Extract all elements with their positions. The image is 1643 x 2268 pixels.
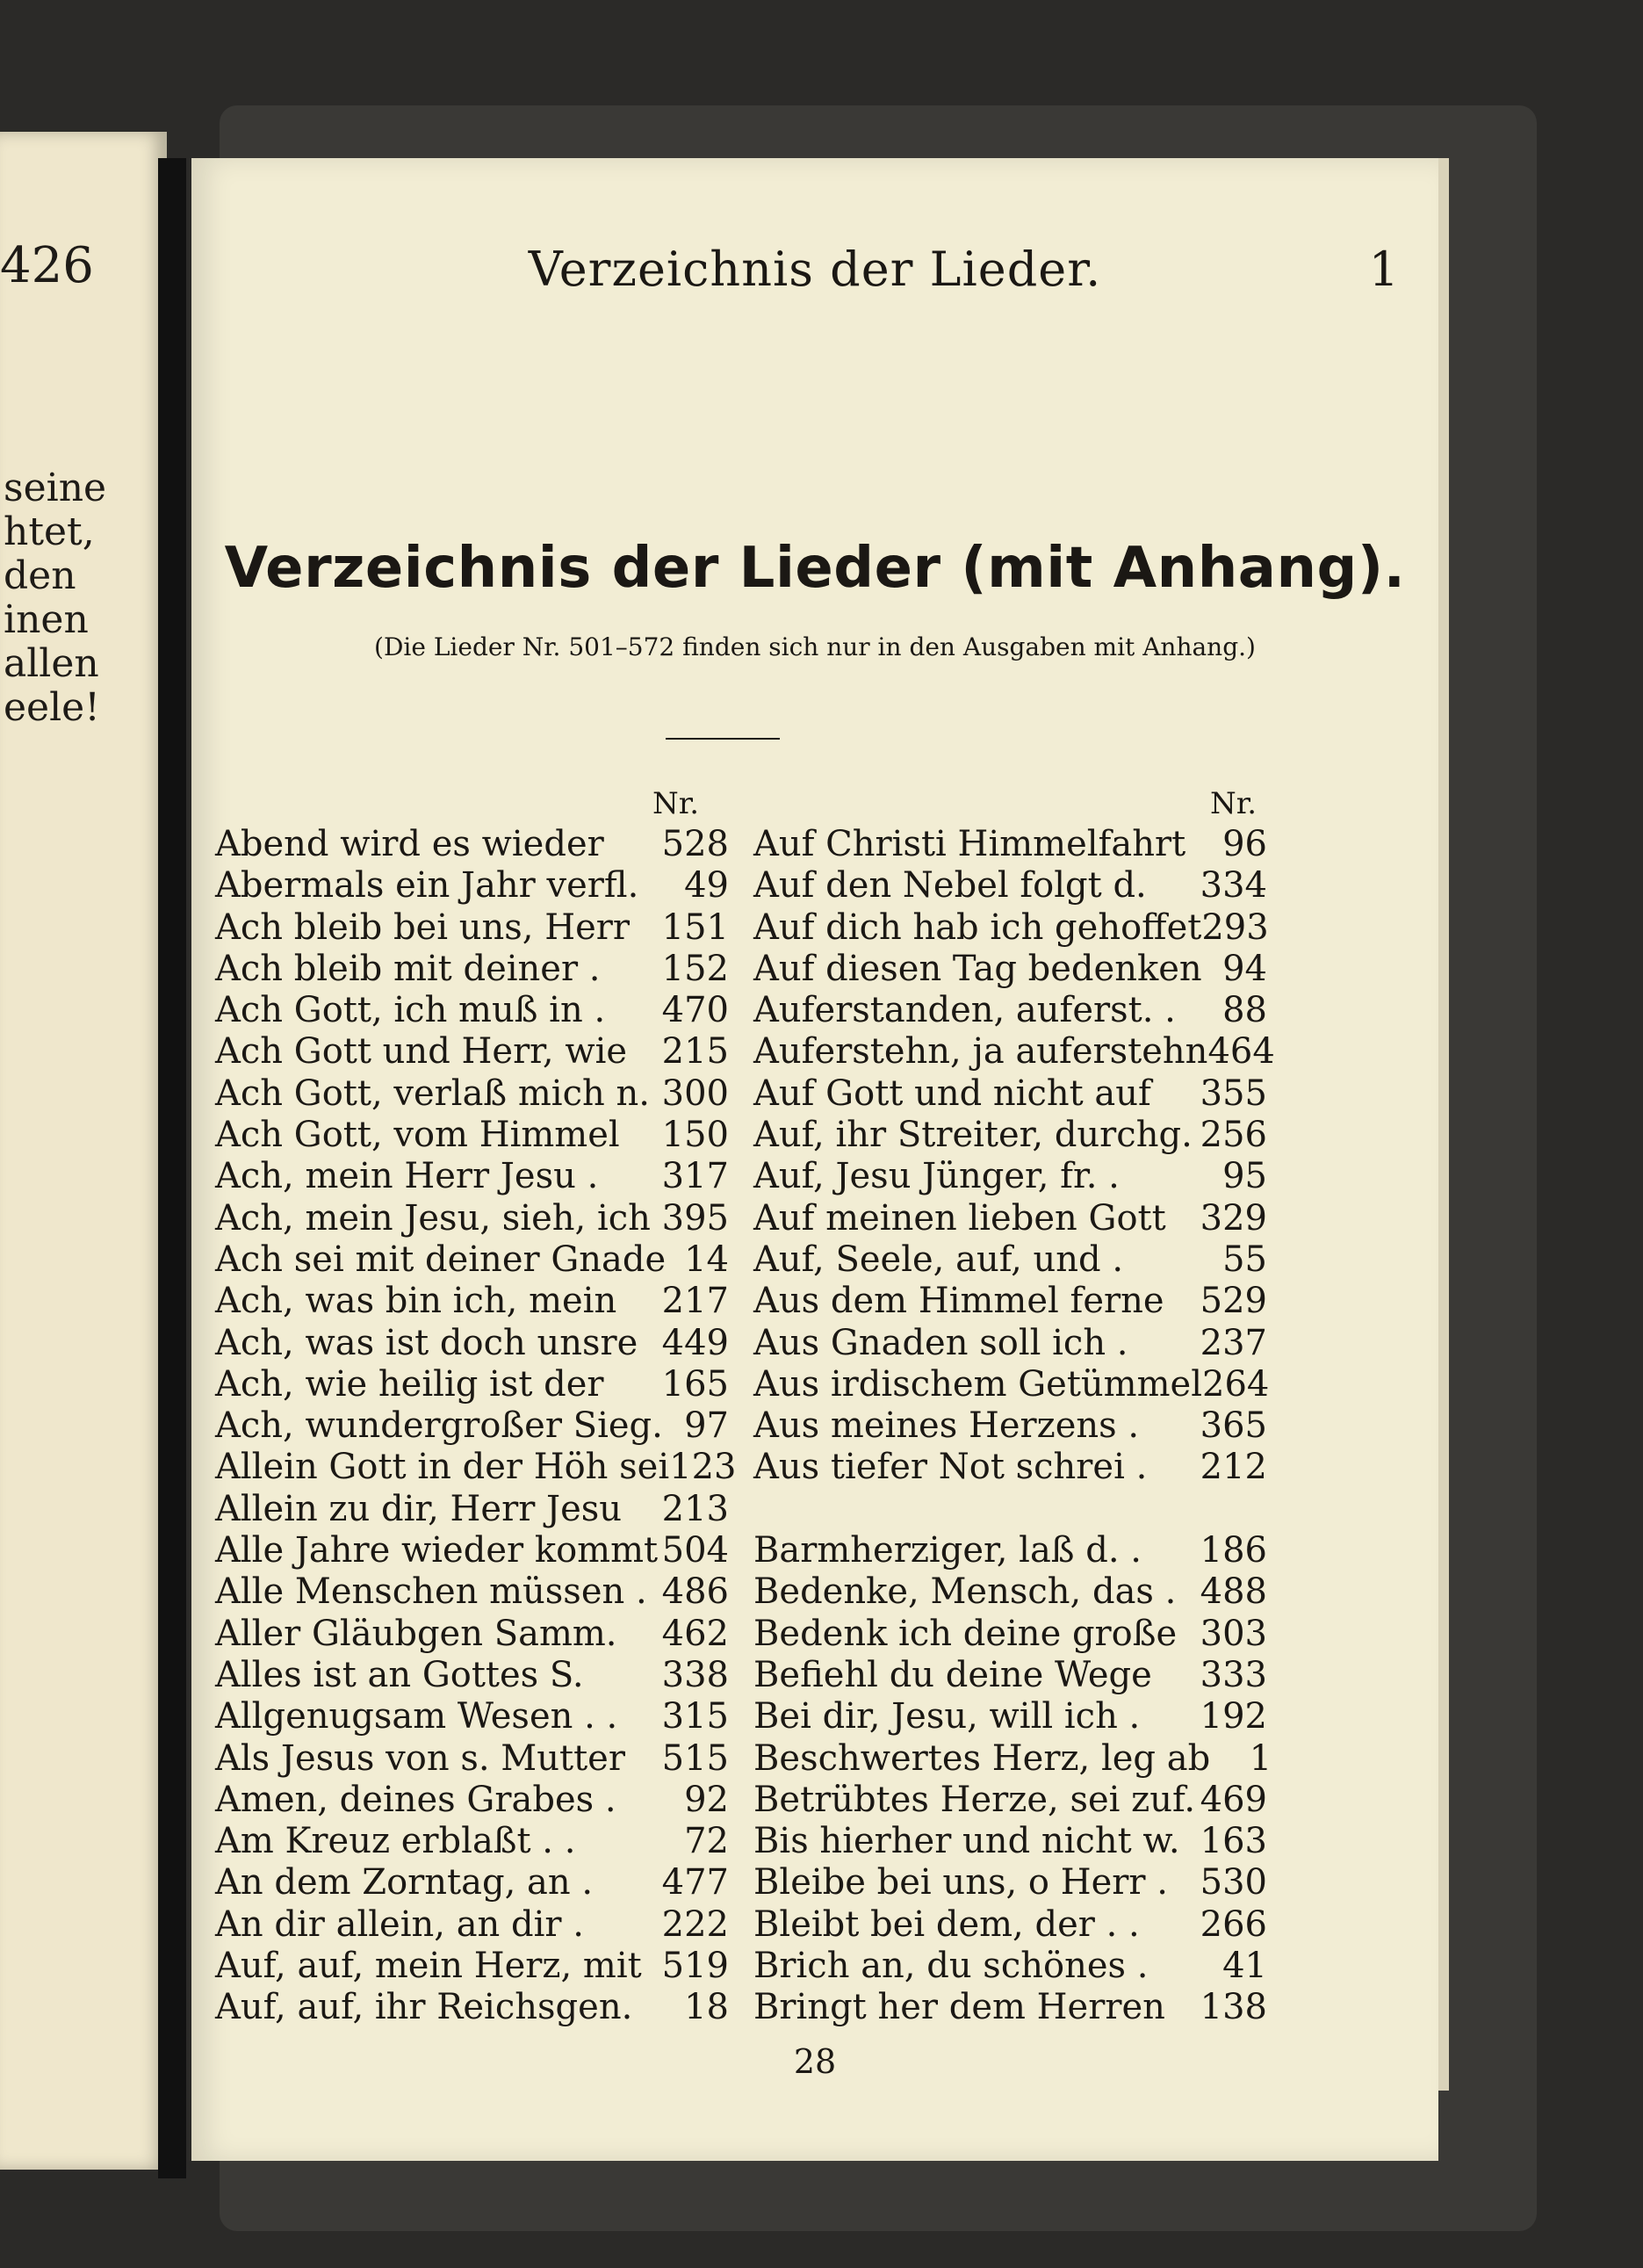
hymn-number: 138 xyxy=(1200,1987,1267,2028)
hymn-title: Als Jesus von s. Mutter xyxy=(215,1737,625,1779)
hymn-number: 72 xyxy=(684,1821,729,1862)
hymn-title: Allein Gott in der Höh sei xyxy=(215,1447,670,1488)
left-page-line: den xyxy=(4,553,76,598)
hymn-title: An dem Zorntag, an . xyxy=(215,1862,594,1903)
index-entry xyxy=(215,1614,729,1655)
hymn-title: Ach bleib mit deiner . xyxy=(215,948,601,989)
hymn-number: 329 xyxy=(1200,1197,1267,1239)
index-entry xyxy=(215,824,729,865)
hymn-title: Aus meines Herzens . xyxy=(753,1405,1140,1447)
index-entry xyxy=(215,1364,729,1405)
hymn-number: 212 xyxy=(1200,1447,1267,1488)
index-entry xyxy=(753,1655,1267,1696)
hymn-title: Ach, was ist doch unsre xyxy=(215,1322,638,1363)
hymn-number: 88 xyxy=(1222,990,1267,1031)
index-entry xyxy=(215,1780,729,1821)
index-entry xyxy=(753,1198,1267,1239)
page-number: 1 xyxy=(1368,242,1399,297)
hymn-number: 96 xyxy=(1222,824,1267,864)
index-entry xyxy=(215,1987,729,2028)
hymn-number: 462 xyxy=(661,1613,729,1654)
index-entry xyxy=(215,1489,729,1530)
hymn-title: Aus dem Himmel ferne xyxy=(753,1281,1164,1322)
hymn-number: 163 xyxy=(1200,1821,1267,1862)
column-header-nr: Nr. xyxy=(1210,786,1257,821)
hymn-title: Auf, Jesu Jünger, fr. . xyxy=(753,1156,1120,1197)
index-entry xyxy=(215,1073,729,1115)
hymn-title: Ach, was bin ich, mein xyxy=(215,1281,617,1322)
hymn-title: Bedenke, Mensch, das . xyxy=(753,1571,1177,1613)
hymn-number: 94 xyxy=(1222,948,1267,989)
hymn-number: 488 xyxy=(1200,1571,1267,1613)
hymn-title: Ach, wundergroßer Sieg. xyxy=(215,1405,663,1447)
hymn-title: Ach Gott, verlaß mich n. xyxy=(215,1073,650,1114)
hymn-title: Bleibt bei dem, der . . xyxy=(753,1903,1140,1945)
hymn-number: 464 xyxy=(1207,1031,1275,1073)
index-entry xyxy=(753,907,1267,949)
hymn-number: 470 xyxy=(661,990,729,1031)
hymn-number: 18 xyxy=(684,1987,729,2028)
index-entry xyxy=(753,1239,1267,1281)
index-entry xyxy=(215,1904,729,1946)
hymn-title: Ach Gott, vom Himmel xyxy=(215,1115,620,1156)
index-entry xyxy=(215,1862,729,1903)
index-entry xyxy=(215,1738,729,1780)
index-page xyxy=(191,158,1438,2161)
index-entry xyxy=(753,1115,1267,1156)
hymn-number: 528 xyxy=(661,824,729,864)
hymn-title: Auf, auf, ihr Reichsgen. xyxy=(215,1987,633,2028)
left-page-line: eele! xyxy=(4,685,100,730)
left-page-line: inen xyxy=(4,597,89,642)
hymn-number: 152 xyxy=(661,948,729,989)
index-entry xyxy=(753,1405,1267,1447)
hymn-title: Ach, wie heilig ist der xyxy=(215,1363,604,1405)
hymn-title: Auf Christi Himmelfahrt xyxy=(753,824,1186,864)
index-entry xyxy=(753,1946,1267,1987)
hymn-title: Auferstanden, auferst. . xyxy=(753,990,1176,1031)
hymn-number: 504 xyxy=(661,1530,729,1571)
hymn-number: 477 xyxy=(661,1862,729,1903)
hymn-number: 315 xyxy=(661,1696,729,1737)
hymn-number: 95 xyxy=(1222,1156,1267,1197)
hymn-title: Allgenugsam Wesen . . xyxy=(215,1696,618,1737)
hymn-title: Ach, mein Jesu, sieh, ich xyxy=(215,1197,651,1239)
index-entry xyxy=(753,1571,1267,1613)
index-entry xyxy=(753,1363,1270,1405)
hymn-number: 303 xyxy=(1200,1613,1267,1654)
hymn-number: 237 xyxy=(1200,1322,1267,1363)
index-entry xyxy=(753,1904,1267,1946)
hymn-number: 14 xyxy=(684,1239,729,1280)
hymn-title: Bringt her dem Herren xyxy=(753,1987,1165,2028)
hymn-title: An dir allein, an dir . xyxy=(215,1903,584,1945)
index-entry xyxy=(215,1198,729,1239)
index-entry xyxy=(215,1571,729,1613)
index-entry xyxy=(753,1821,1267,1862)
index-entry xyxy=(215,949,729,990)
hymn-number: 222 xyxy=(661,1903,729,1945)
hymn-number: 519 xyxy=(661,1946,729,1987)
hymn-title: Auf, Seele, auf, und . xyxy=(753,1239,1124,1280)
hymn-number: 293 xyxy=(1201,906,1269,948)
hymn-number: 355 xyxy=(1200,1073,1267,1114)
index-entry xyxy=(215,1239,729,1281)
divider-rule xyxy=(666,738,780,740)
right-column xyxy=(753,824,1275,2029)
hymn-number: 334 xyxy=(1200,865,1267,906)
hymn-title: Amen, deines Grabes . xyxy=(215,1779,616,1820)
hymn-title: Auf meinen lieben Gott xyxy=(753,1197,1166,1239)
index-entry xyxy=(753,1156,1267,1197)
hymn-title: Ach Gott und Herr, wie xyxy=(215,1031,628,1073)
hymn-number: 256 xyxy=(1200,1115,1267,1156)
hymn-number: 395 xyxy=(661,1197,729,1239)
hymn-number: 1 xyxy=(1249,1737,1272,1779)
hymn-title: Aus tiefer Not schrei . xyxy=(753,1447,1148,1488)
hymn-number: 92 xyxy=(684,1779,729,1820)
hymn-number: 213 xyxy=(661,1488,729,1529)
left-page-line: htet, xyxy=(4,509,95,554)
hymn-title: Bis hierher und nicht w. xyxy=(753,1821,1180,1862)
hymn-number: 215 xyxy=(661,1031,729,1073)
hymn-title: Aller Gläubgen Samm. xyxy=(215,1613,617,1654)
hymn-title: Bleibe bei uns, o Herr . xyxy=(753,1862,1168,1903)
hymn-title: Abermals ein Jahr verfl. xyxy=(215,865,639,906)
hymn-number: 300 xyxy=(661,1073,729,1114)
hymn-number: 150 xyxy=(661,1115,729,1156)
hymn-title: Ach Gott, ich muß in . xyxy=(215,990,606,1031)
signature-number: 28 xyxy=(793,2042,837,2081)
hymn-title: Alles ist an Gottes S. xyxy=(215,1654,584,1695)
index-entry xyxy=(753,1987,1267,2028)
hymn-number: 469 xyxy=(1200,1779,1267,1820)
index-entry xyxy=(753,949,1267,990)
hymn-title: Allein zu dir, Herr Jesu xyxy=(215,1488,623,1529)
index-entry xyxy=(215,1281,729,1322)
hymn-number: 266 xyxy=(1200,1903,1267,1945)
hymn-title: Auf dich hab ich gehoffet xyxy=(753,906,1202,948)
column-header-nr: Nr. xyxy=(652,786,700,821)
index-entry xyxy=(753,824,1267,865)
hymn-number: 365 xyxy=(1200,1405,1267,1447)
index-entry xyxy=(215,1821,729,1862)
left-page xyxy=(0,132,167,2170)
left-page-line: seine xyxy=(4,466,107,510)
hymn-number: 264 xyxy=(1202,1363,1270,1405)
index-entry xyxy=(753,1737,1272,1780)
index-entry xyxy=(753,1696,1267,1737)
hymn-title: Auf, auf, mein Herz, mit xyxy=(215,1946,642,1987)
hymn-number: 530 xyxy=(1200,1862,1267,1903)
hymn-title: Beschwertes Herz, leg ab xyxy=(753,1737,1211,1779)
left-column xyxy=(215,824,737,2029)
running-title: Verzeichnis der Lieder. xyxy=(528,242,1102,297)
index-entry xyxy=(753,1862,1267,1903)
hymn-title: Auferstehn, ja auferstehn xyxy=(753,1031,1208,1073)
hymn-title: Auf den Nebel folgt d. xyxy=(753,865,1147,906)
index-subtitle: (Die Lieder Nr. 501–572 finden sich nur in den Ausgaben mit Anhang.) xyxy=(374,632,1256,661)
index-entry xyxy=(215,1946,729,1987)
hymn-title: Betrübtes Herze, sei zuf. xyxy=(753,1779,1196,1820)
hymn-number: 49 xyxy=(684,865,729,906)
book-spine xyxy=(158,158,186,2178)
hymn-title: Alle Jahre wieder kommt xyxy=(215,1530,659,1571)
hymn-title: Am Kreuz erblaßt . . xyxy=(215,1821,576,1862)
index-entry xyxy=(215,1031,729,1073)
index-entry xyxy=(215,1405,729,1447)
hymn-number: 449 xyxy=(661,1322,729,1363)
hymn-title: Auf, ihr Streiter, durchg. xyxy=(753,1115,1193,1156)
hymn-number: 529 xyxy=(1200,1281,1267,1322)
hymn-title: Befiehl du deine Wege xyxy=(753,1654,1152,1695)
hymn-number: 333 xyxy=(1200,1654,1267,1695)
hymn-title: Auf Gott und nicht auf xyxy=(753,1073,1151,1114)
index-entry xyxy=(753,1447,1267,1488)
hymn-number: 486 xyxy=(661,1571,729,1613)
hymn-number: 317 xyxy=(661,1156,729,1197)
hymn-number: 165 xyxy=(661,1363,729,1405)
hymn-title: Auf diesen Tag bedenken xyxy=(753,948,1202,989)
hymn-number: 192 xyxy=(1200,1696,1267,1737)
index-entry xyxy=(215,1530,729,1571)
hymn-title: Aus irdischem Getümmel xyxy=(753,1363,1202,1405)
index-entry xyxy=(215,990,729,1031)
index-entry xyxy=(215,907,729,949)
index-entry xyxy=(753,1614,1267,1655)
index-entry xyxy=(215,1323,729,1364)
hymn-title: Abend wird es wieder xyxy=(215,824,604,864)
hymn-title: Barmherziger, laß d. . xyxy=(753,1530,1142,1571)
hymn-number: 123 xyxy=(669,1447,737,1488)
hymn-title: Aus Gnaden soll ich . xyxy=(753,1322,1128,1363)
left-page-line: allen xyxy=(4,641,99,686)
hymn-title: Ach bleib bei uns, Herr xyxy=(215,906,631,948)
index-entry xyxy=(215,1655,729,1696)
index-entry xyxy=(215,865,729,906)
index-entry xyxy=(215,1115,729,1156)
index-entry xyxy=(753,865,1267,906)
hymn-title: Alle Menschen müssen . xyxy=(215,1571,647,1613)
hymn-number: 515 xyxy=(661,1737,729,1779)
hymn-number: 41 xyxy=(1222,1946,1267,1987)
index-entry xyxy=(753,1281,1267,1322)
hymn-title: Brich an, du schönes . xyxy=(753,1946,1149,1987)
hymn-title: Ach sei mit deiner Gnade xyxy=(215,1239,667,1280)
index-entry xyxy=(753,990,1267,1031)
index-entry xyxy=(753,1530,1267,1571)
index-entry xyxy=(753,1073,1267,1115)
hymn-number: 55 xyxy=(1222,1239,1267,1280)
hymn-number: 151 xyxy=(661,906,729,948)
hymn-number: 186 xyxy=(1200,1530,1267,1571)
index-entry xyxy=(753,1031,1275,1073)
index-entry xyxy=(215,1447,737,1488)
hymn-number: 338 xyxy=(661,1654,729,1695)
index-entry xyxy=(215,1156,729,1197)
letter-gap xyxy=(753,1489,1267,1530)
index-entry xyxy=(753,1780,1267,1821)
hymn-title: Bei dir, Jesu, will ich . xyxy=(753,1696,1141,1737)
hymn-title: Bedenk ich deine große xyxy=(753,1613,1178,1654)
left-page-number: 426 xyxy=(0,237,94,294)
hymn-number: 217 xyxy=(661,1281,729,1322)
hymn-number: 97 xyxy=(684,1405,729,1447)
index-title: Verzeichnis der Lieder (mit Anhang). xyxy=(224,536,1406,601)
hymn-title: Ach, mein Herr Jesu . xyxy=(215,1156,599,1197)
index-entry xyxy=(753,1323,1267,1364)
index-entry xyxy=(215,1696,729,1737)
